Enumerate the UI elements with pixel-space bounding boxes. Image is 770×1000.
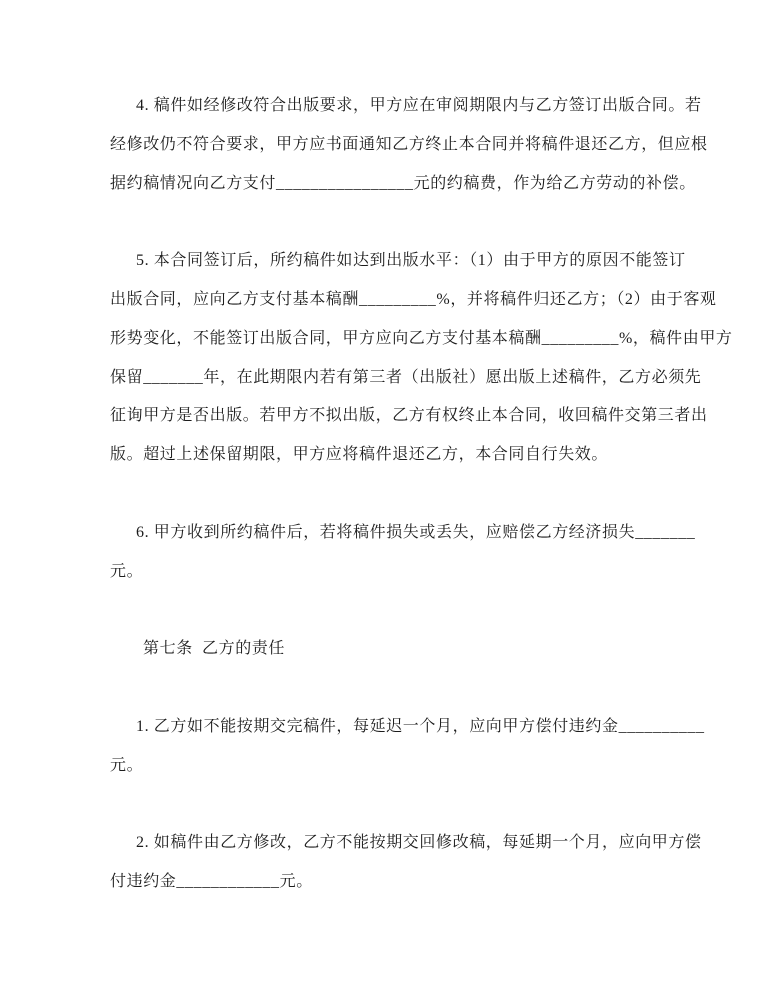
text-line: 征询甲方是否出版。若甲方不拟出版，乙方有权终止本合同，收回稿件交第三者出	[110, 407, 708, 425]
clause-7-2	[110, 824, 710, 902]
text-line: 保留_______年，在此期限内若有第三者（出版社）愿出版上述稿件，乙方必须先	[110, 368, 702, 386]
section-heading-line: 第七条 乙方的责任	[143, 640, 286, 658]
text-line: 2. 如稿件由乙方修改，乙方不能按期交回修改稿，每延期一个月，应向甲方偿	[136, 834, 702, 852]
text-line: 5. 本合同签订后，所约稿件如达到出版水平：（1）由于甲方的原因不能签订	[136, 252, 686, 270]
text-line: 元。	[110, 756, 144, 774]
text-line: 付违约金____________元。	[110, 872, 313, 890]
text-line: 6. 甲方收到所约稿件后，若将稿件损失或丢失，应赔偿乙方经济损失_______	[136, 523, 696, 541]
text-line: 元。	[110, 562, 144, 580]
clause-6	[110, 514, 710, 592]
text-line: 4. 稿件如经修改符合出版要求，甲方应在审阅期限内与乙方签订出版合同。若	[136, 97, 702, 114]
clause-4	[110, 87, 710, 203]
text-line: 形势变化，不能签订出版合同，甲方应向乙方支付基本稿酬_________%，稿件由甲方	[110, 329, 733, 347]
text-line: 出版合同，应向乙方支付基本稿酬_________%，并将稿件归还乙方；（2）由于客观	[110, 290, 717, 308]
heading-article-7	[110, 630, 710, 669]
text-line: 经修改仍不符合要求，甲方应书面通知乙方终止本合同并将稿件退还乙方，但应根	[110, 135, 708, 153]
text-line: 1. 乙方如不能按期交完稿件，每延迟一个月，应向甲方偿付违约金__________	[136, 717, 705, 735]
clause-7-1	[110, 708, 710, 786]
clause-5	[110, 242, 733, 475]
document-body	[110, 87, 733, 902]
text-line: 版。超过上述保留期限，甲方应将稿件退还乙方，本合同自行失效。	[110, 446, 609, 464]
text-line: 据约稿情况向乙方支付________________元的约稿费，作为给乙方劳动的补偿。	[110, 174, 696, 192]
